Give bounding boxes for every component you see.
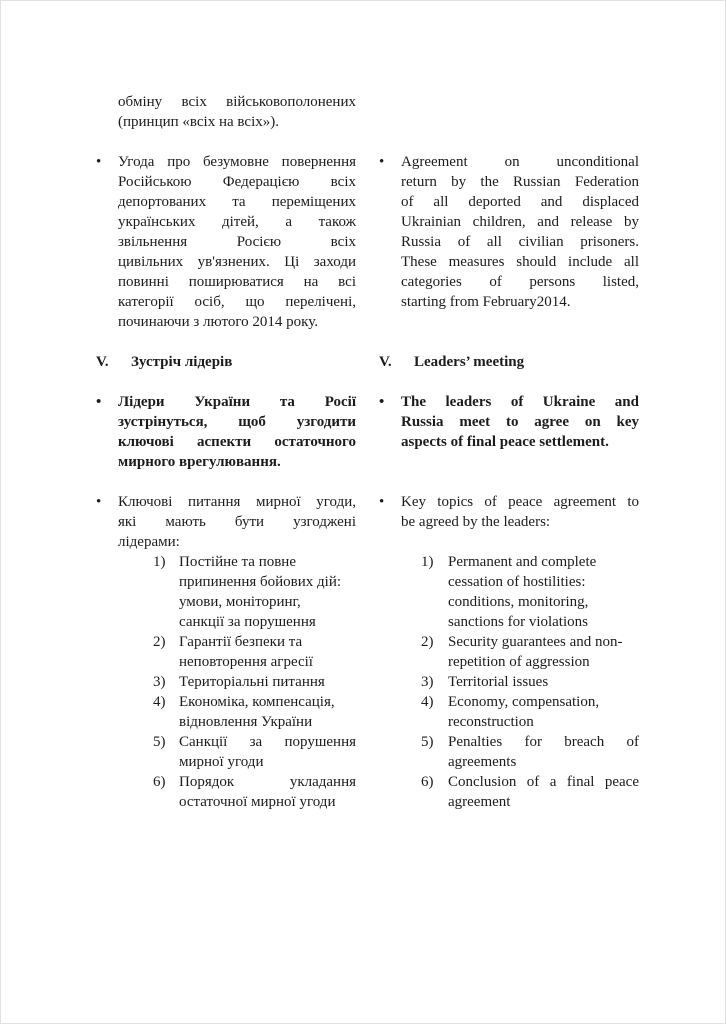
item-number: 3): [421, 674, 434, 690]
item-line: Санкції за порушення: [179, 734, 356, 750]
item-line: reconstruction: [448, 714, 534, 730]
paragraph-line: категорії осіб, що перелічені,: [118, 294, 356, 310]
item-line: Conclusion of a final peace: [448, 774, 639, 790]
column-english: [379, 92, 639, 812]
two-column-layout: [1, 1, 725, 812]
bullet-marker: •: [96, 494, 102, 510]
numbered-list-uk: [153, 552, 356, 812]
bullet-marker: •: [96, 154, 102, 170]
list-item: [153, 772, 356, 812]
paragraph-line: aspects of final peace settlement.: [401, 434, 609, 450]
paragraph-line: (принцип «всіх на всіх»).: [118, 114, 279, 130]
item-line: sanctions for violations: [448, 614, 588, 630]
section-heading-uk: [96, 352, 356, 372]
item-line: Permanent and complete: [448, 554, 597, 570]
paragraph-line: звільнення Росією всіх: [118, 234, 356, 250]
paragraph-line: These measures should include all: [401, 254, 639, 270]
item-line: Security guarantees and non-: [448, 634, 623, 650]
paragraph-line: categories of persons listed,: [401, 274, 639, 290]
item-number: 4): [421, 694, 434, 710]
item-line: відновлення України: [179, 714, 313, 730]
bullet-paragraph-return-of-children-en: [379, 152, 639, 312]
item-line: repetition of aggression: [448, 654, 590, 670]
item-line: санкції за порушення: [179, 614, 316, 630]
paragraph-line: Угода про безумовне повернення: [118, 154, 356, 170]
list-item: [153, 632, 356, 672]
paragraph-line: Agreement on unconditional: [401, 154, 639, 170]
numbered-list-en: [421, 552, 639, 812]
item-line: остаточної мирної угоди: [179, 794, 336, 810]
item-line: неповторення агресії: [179, 654, 313, 670]
item-line: мирної угоди: [179, 754, 264, 770]
paragraph-line: Російською Федерацією всіх: [118, 174, 356, 190]
item-line: умови, моніторинг,: [179, 594, 301, 610]
paragraph-line: зустрінуться, щоб узгодити: [118, 414, 356, 430]
paragraph-line: обміну всіх військовополонених: [118, 94, 356, 110]
list-item: [421, 732, 639, 772]
paragraph-line: повинні поширюватися на всі: [118, 274, 356, 290]
paragraph-line: депортованих та переміщених: [118, 194, 356, 210]
paragraph-line: Лідери України та Росії: [118, 394, 356, 410]
item-line: Гарантії безпеки та: [179, 634, 303, 650]
section-heading-en: [379, 352, 639, 372]
section-title: Зустріч лідерів: [131, 354, 233, 370]
continuation-paragraph: [96, 92, 356, 132]
paragraph-line: starting from February2014.: [401, 294, 571, 310]
paragraph-line: of all deported and displaced: [401, 194, 639, 210]
list-item: [153, 552, 356, 632]
column-ukrainian: [96, 92, 356, 812]
paragraph-line: цивільних ув'язнених. Ці заходи: [118, 254, 356, 270]
item-number: 1): [153, 554, 166, 570]
paragraph-line: Key topics of peace agreement to: [401, 494, 639, 510]
paragraph-line: be agreed by the leaders:: [401, 514, 551, 530]
list-item: [153, 732, 356, 772]
item-line: Penalties for breach of: [448, 734, 639, 750]
list-item: [421, 692, 639, 732]
item-line: Territorial issues: [448, 674, 549, 690]
paragraph-line: Russia meet to agree on key: [401, 414, 639, 430]
list-item: [153, 672, 356, 692]
item-line: cessation of hostilities:: [448, 574, 586, 590]
item-line: agreements: [448, 754, 517, 770]
list-item: [421, 672, 639, 692]
item-line: припинення бойових дій:: [179, 574, 342, 590]
paragraph-line: Russia of all civilian prisoners.: [401, 234, 639, 250]
paragraph-line: починаючи з лютого 2014 року.: [118, 314, 318, 330]
paragraph-line: мирного врегулювання.: [118, 454, 281, 470]
list-item: [421, 552, 639, 632]
bold-bullet-leaders-meet-uk: [96, 392, 356, 472]
item-number: 2): [421, 634, 434, 650]
item-line: conditions, monitoring,: [448, 594, 589, 610]
paragraph-line: return by the Russian Federation: [401, 174, 639, 190]
section-number: V.: [96, 354, 109, 370]
list-item: [421, 632, 639, 672]
bullet-marker: •: [379, 394, 385, 410]
item-number: 1): [421, 554, 434, 570]
list-item: [153, 692, 356, 732]
list-intro-uk: [96, 492, 356, 552]
item-line: Постійне та повне: [179, 554, 296, 570]
paragraph-line: Ukrainian children, and release by: [401, 214, 639, 230]
item-number: 5): [421, 734, 434, 750]
paragraph-line: які мають бути узгоджені: [118, 514, 356, 530]
bold-bullet-leaders-meet-en: [379, 392, 639, 452]
list-item: [421, 772, 639, 812]
item-number: 3): [153, 674, 166, 690]
paragraph-line: ключові аспекти остаточного: [118, 434, 356, 450]
bullet-marker: •: [96, 394, 102, 410]
item-line: Територіальні питання: [179, 674, 325, 690]
item-number: 5): [153, 734, 166, 750]
list-intro-en: [379, 492, 639, 532]
section-number: V.: [379, 354, 392, 370]
bullet-paragraph-return-of-children-uk: [96, 152, 356, 332]
bullet-marker: •: [379, 494, 385, 510]
item-line: Economy, compensation,: [448, 694, 600, 710]
item-number: 6): [421, 774, 434, 790]
item-line: Порядок укладання: [179, 774, 356, 790]
item-line: agreement: [448, 794, 511, 810]
bullet-marker: •: [379, 154, 385, 170]
item-number: 4): [153, 694, 166, 710]
item-number: 2): [153, 634, 166, 650]
paragraph-line: The leaders of Ukraine and: [401, 394, 639, 410]
item-number: 6): [153, 774, 166, 790]
paragraph-line: Ключові питання мирної угоди,: [118, 494, 356, 510]
item-line: Економіка, компенсація,: [179, 694, 335, 710]
paragraph-line: українських дітей, а також: [118, 214, 356, 230]
paragraph-line: лідерами:: [118, 534, 180, 550]
section-title: Leaders’ meeting: [414, 354, 525, 370]
